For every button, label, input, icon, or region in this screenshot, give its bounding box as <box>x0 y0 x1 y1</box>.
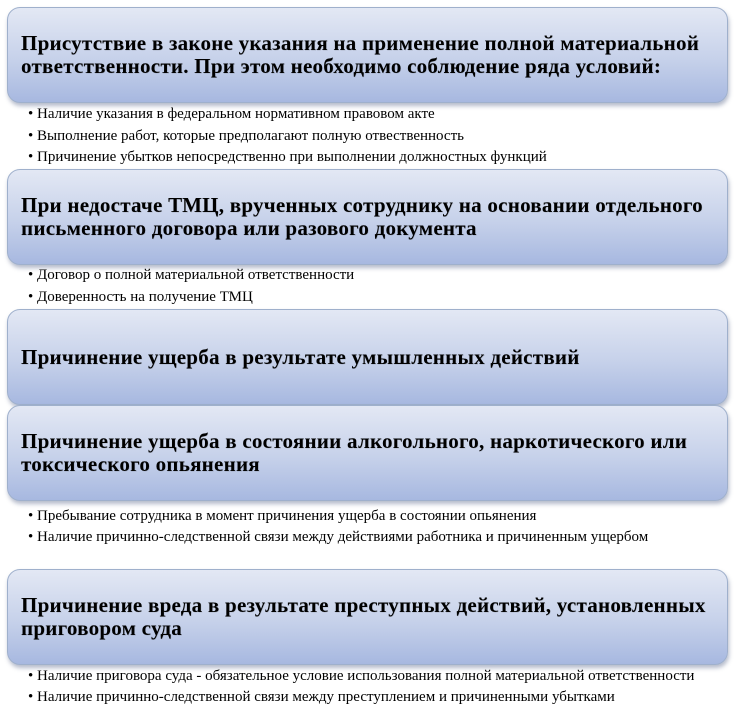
condition-title-3: Причинение ущерба в результате умышленных действий <box>21 344 580 369</box>
condition-5-requirements <box>28 668 728 710</box>
condition-title-1: Присутствие в законе указания на применение полной материальной ответственности. При этом необходимо соблюдение ряда условий: <box>21 31 700 78</box>
condition-2-requirements <box>28 265 728 308</box>
condition-box-5 <box>7 569 728 665</box>
requirement-item: • Причинение убытков непосредственно при выполнении должностных функций <box>28 147 728 169</box>
condition-title-5: Причинение вреда в результате преступных действий, установленных приговором суда <box>21 593 706 640</box>
requirement-item: • Наличие указания в федеральном нормативном правовом акте <box>28 104 728 126</box>
requirement-item: • Наличие приговора суда - обязательное условие использования полной материальной ответственности <box>28 668 728 685</box>
condition-box-3 <box>7 309 728 405</box>
condition-1-requirements <box>28 104 728 169</box>
condition-4-requirements <box>28 508 728 550</box>
requirement-item: • Доверенность на получение ТМЦ <box>28 287 728 309</box>
condition-box-4 <box>7 405 728 501</box>
requirement-item: • Наличие причинно-следственной связи между действиями работника и причиненным ущербом <box>28 529 728 546</box>
condition-box-1 <box>7 7 728 103</box>
requirement-item: • Договор о полной материальной ответственности <box>28 265 728 287</box>
condition-box-2 <box>7 169 728 265</box>
condition-title-4: Причинение ущерба в состоянии алкогольного, наркотического или токсического опьянения <box>21 429 688 476</box>
requirement-item: • Пребывание сотрудника в момент причинения ущерба в состоянии опьянения <box>28 508 728 525</box>
condition-title-2: При недостаче ТМЦ, врученных сотруднику на основании отдельного письменного договора или разового документа <box>21 193 703 240</box>
requirement-item: • Выполнение работ, которые предполагают полную отвественность <box>28 126 728 148</box>
requirement-item: • Наличие причинно-следственной связи между преступлением и причиненными убытками <box>28 689 728 706</box>
